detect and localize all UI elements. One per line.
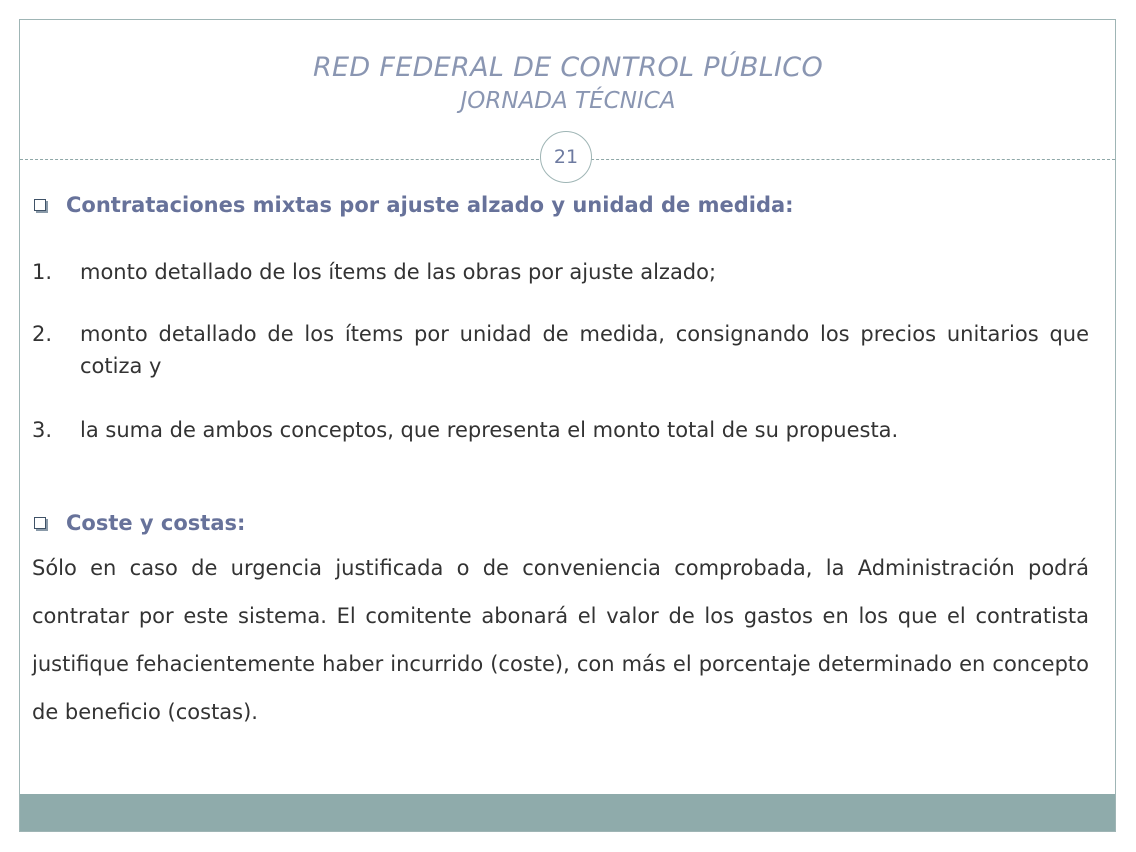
section-heading-label: Coste y costas: [66,511,246,535]
header-subtitle: JORNADA TÉCNICA [460,88,676,114]
list-item-number: 1. [32,260,53,284]
footer-bar [20,794,1115,831]
list-item [32,256,1089,288]
list-item-number: 3. [32,418,53,442]
header-title: RED FEDERAL DE CONTROL PÚBLICO [312,52,824,83]
list-item-text: la suma de ambos conceptos, que representa el monto total de su propuesta. [80,418,899,442]
section-heading-label: Contrataciones mixtas por ajuste alzado y unidad de medida: [66,193,794,217]
section-heading-cost [32,511,245,535]
list-item-number: 2. [32,322,53,346]
list-item [32,414,1089,446]
square-bullet-icon [34,199,46,211]
section-heading-mixed-contracts [32,193,794,217]
list-item-text: monto detallado de los ítems por unidad de medida, consignando los precios unitarios que cotiza y [80,322,1089,378]
square-bullet-icon [34,517,46,529]
body-paragraph: Sólo en caso de urgencia justificada o de conveniencia comprobada, la Administración podrá contratar por este sistema. El comitente abonará el valor de los gastos en los que el contratista justifique fehacientemente haber incurrido (coste), con más el porcentaje determinado en concepto de beneficio (costas). [32,556,1089,724]
list-item-text: monto detallado de los ítems de las obras por ajuste alzado; [80,260,717,284]
page-number-badge: 21 [540,131,592,183]
list-item [32,318,1089,382]
